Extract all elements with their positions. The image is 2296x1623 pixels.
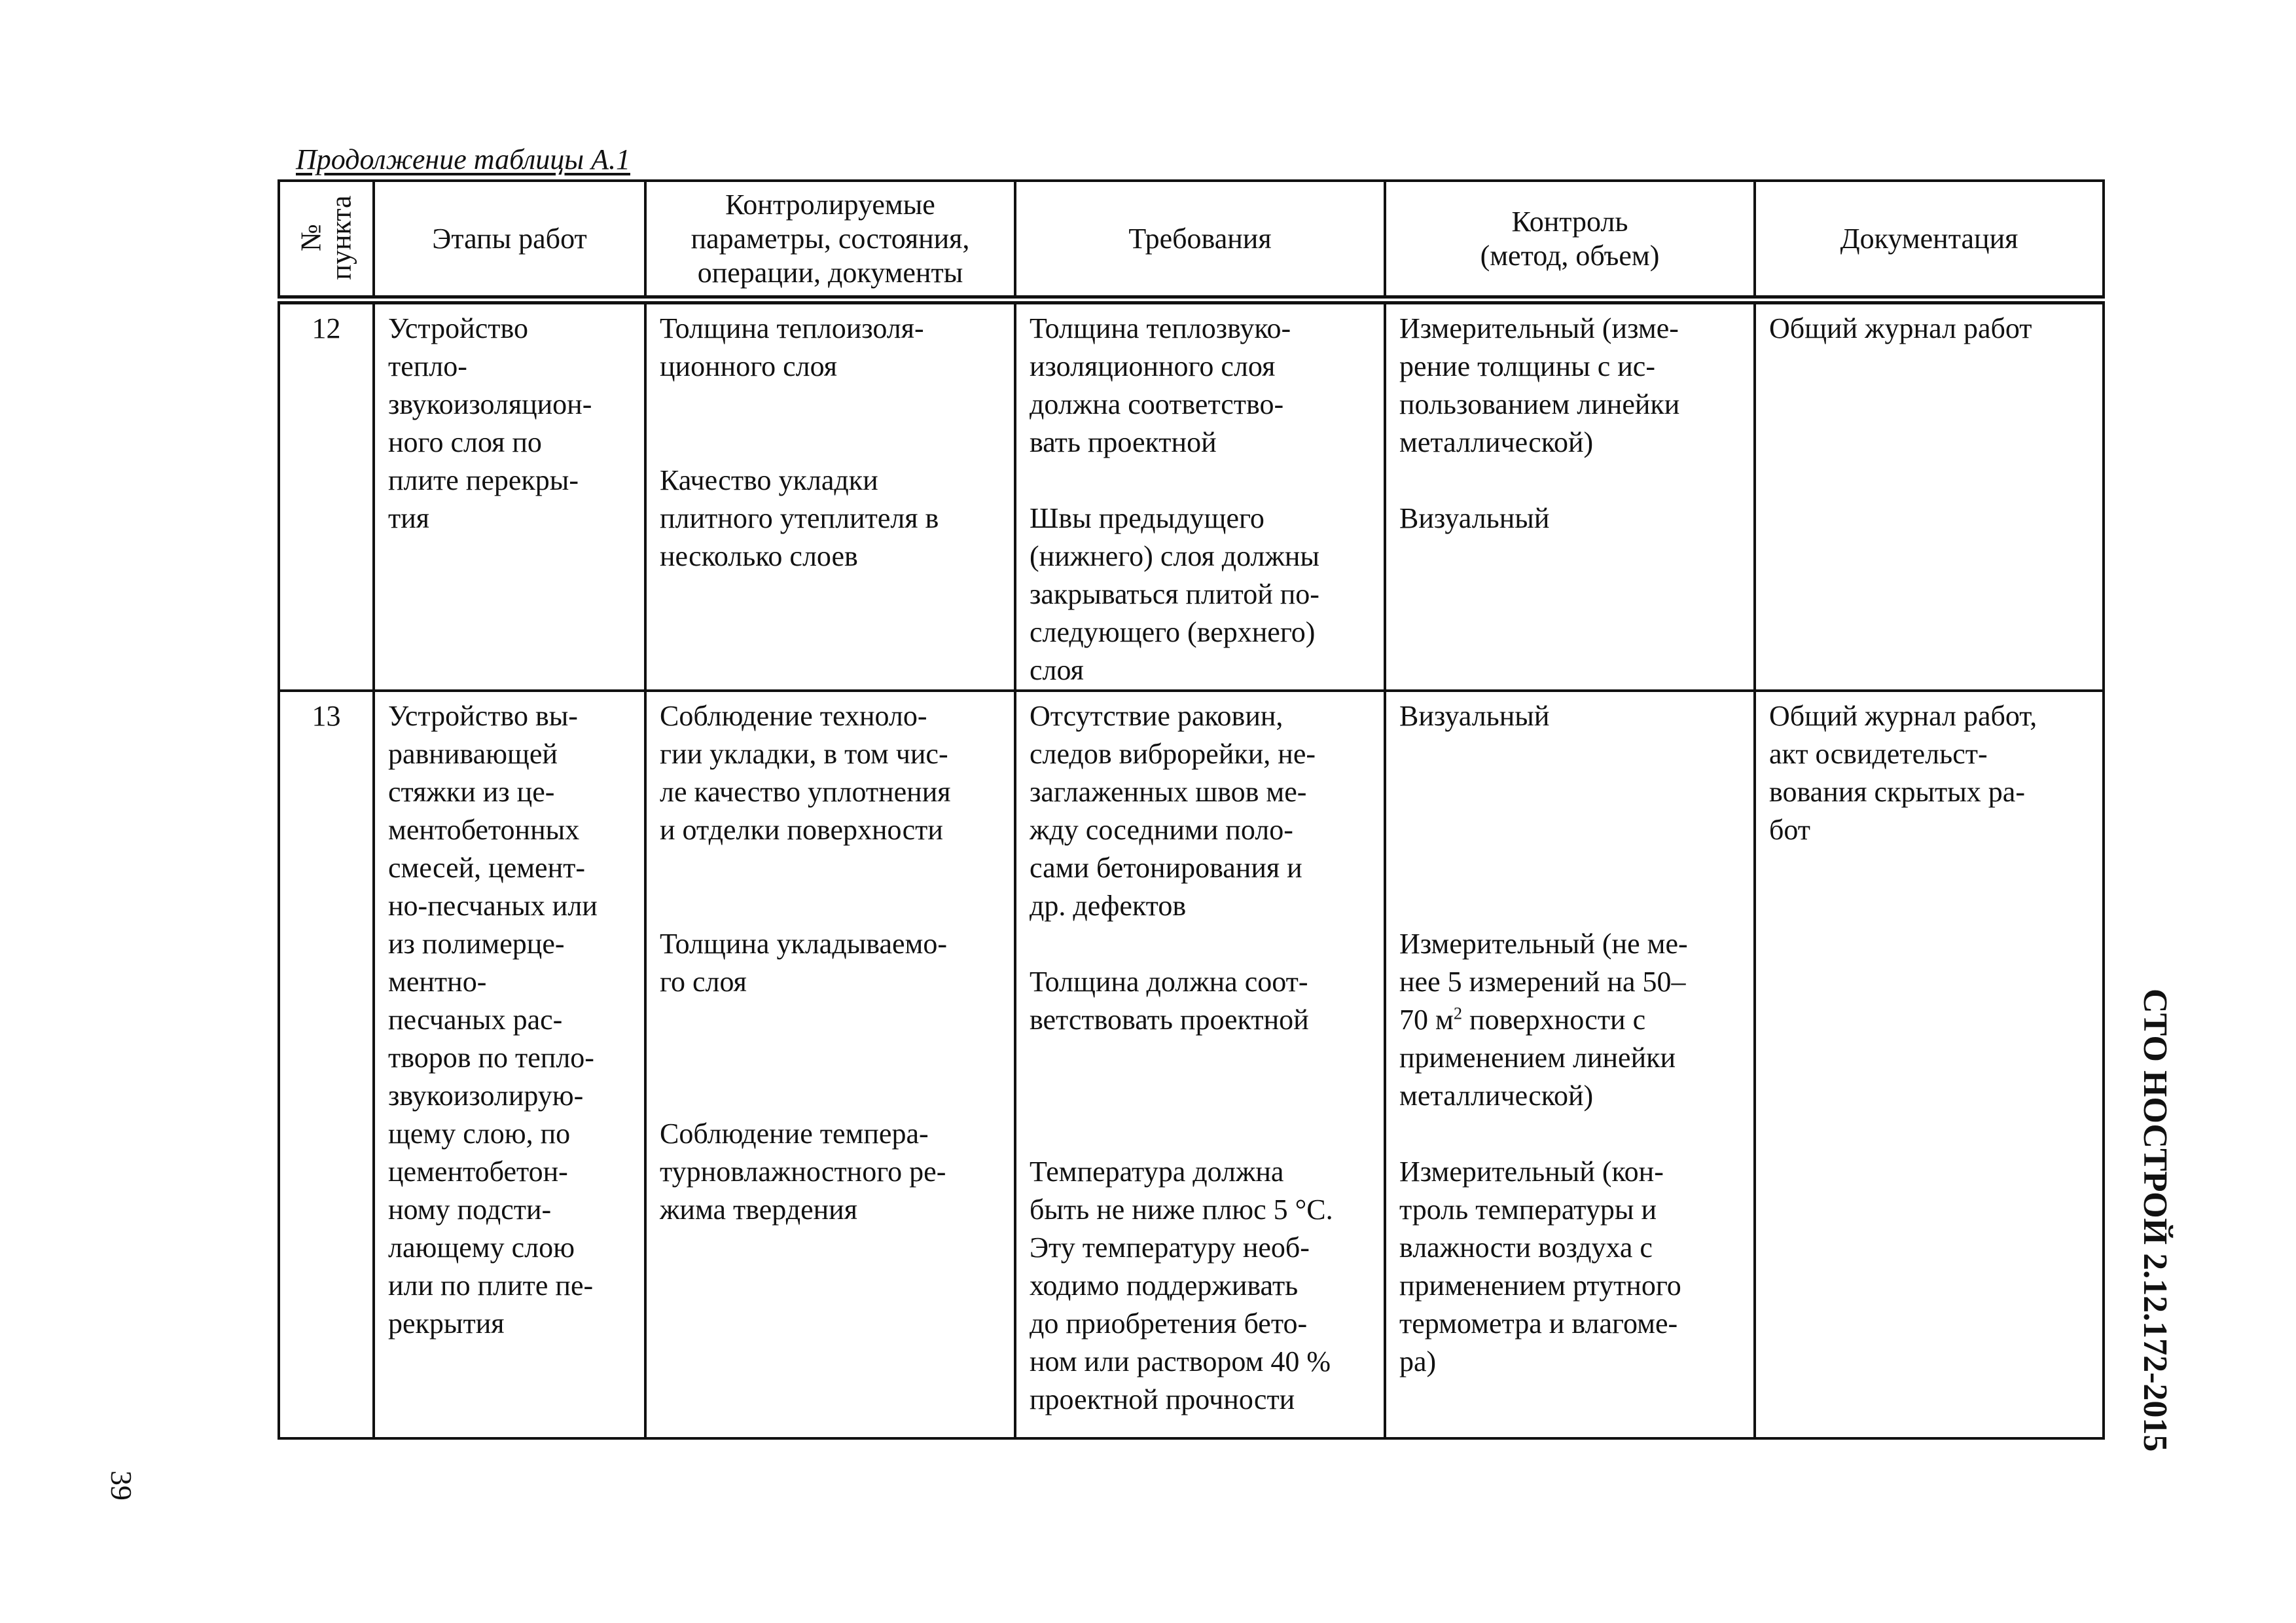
- header-control: Контроль (метод, объем): [1385, 181, 1755, 300]
- header-stages: Этапы работ: [374, 181, 645, 300]
- header-num-label: № пункта: [295, 195, 357, 280]
- control-cell: Измерительный (изме- рение толщины с ис- пользованием линейки металлической) Визуальный: [1385, 300, 1755, 691]
- header-documentation: Документация: [1755, 181, 2104, 300]
- params-cell: Толщина теплоизоля- ционного слоя Качество укладки плитного утеплителя в несколько слоев: [645, 300, 1015, 691]
- table-header-row: [279, 181, 2104, 300]
- header-num: [279, 181, 374, 300]
- row-number: 13: [279, 691, 374, 1438]
- control-table: [278, 179, 2105, 1440]
- document-code: СТО НОСТРОЙ 2.12.172-2015: [2136, 989, 2174, 1452]
- table-row: [279, 300, 2104, 691]
- documentation-cell: Общий журнал работ, акт освидетельст- вования скрытых ра- бот: [1755, 691, 2104, 1438]
- documentation-cell: Общий журнал работ: [1755, 300, 2104, 691]
- control-cell: Визуальный Измерительный (не ме- нее 5 измерений на 50– 70 $м^2$ поверхности с применением линейки металлической) Измерительный (кон- троль температуры и влажности воздуха с применением ртутного термометра и влагоме- ра): [1385, 691, 1755, 1438]
- requirements-cell: Толщина теплозвуко- изоляционного слоя должна соответство- вать проектной Швы предыдущего (нижнего) слоя должны закрываться плитой по- следующего (верхнего) слоя: [1015, 300, 1385, 691]
- page-number: 39: [105, 1470, 138, 1501]
- table-caption: Продолжение таблицы А.1: [296, 143, 630, 175]
- stage-cell: Устройство тепло- звукоизоляцион- ного слоя по плите перекры- тия: [374, 300, 645, 691]
- stage-cell: Устройство вы- равнивающей стяжки из це- ментобетонных смесей, цемент- но-песчаных или из полимерце- ментно- песчаных рас- творов по тепло- звукоизолирую- щему слою, по цементобетон- ному подсти- лающему слою или по плите пе- рекрытия: [374, 691, 645, 1438]
- params-cell: Соблюдение техноло- гии укладки, в том чис- ле качество уплотнения и отделки поверхности Толщина укладываемо- го слоя Соблюдение темпера- турновлажностного ре- жима твердения: [645, 691, 1015, 1438]
- header-requirements: Требования: [1015, 181, 1385, 300]
- header-params: Контролируемые параметры, состояния, операции, документы: [645, 181, 1015, 300]
- table-row: [279, 691, 2104, 1438]
- row-number: 12: [279, 300, 374, 691]
- requirements-cell: Отсутствие раковин, следов виброрейки, не- заглаженных швов ме- жду соседними поло- сами бетонирования и др. дефектов Толщина должна соот- ветствовать проектной Температура должна быть не ниже плюс 5 °С. Эту температуру необ- ходимо поддерживать до приобретения бето- ном или раствором 40 % проектной прочности: [1015, 691, 1385, 1438]
